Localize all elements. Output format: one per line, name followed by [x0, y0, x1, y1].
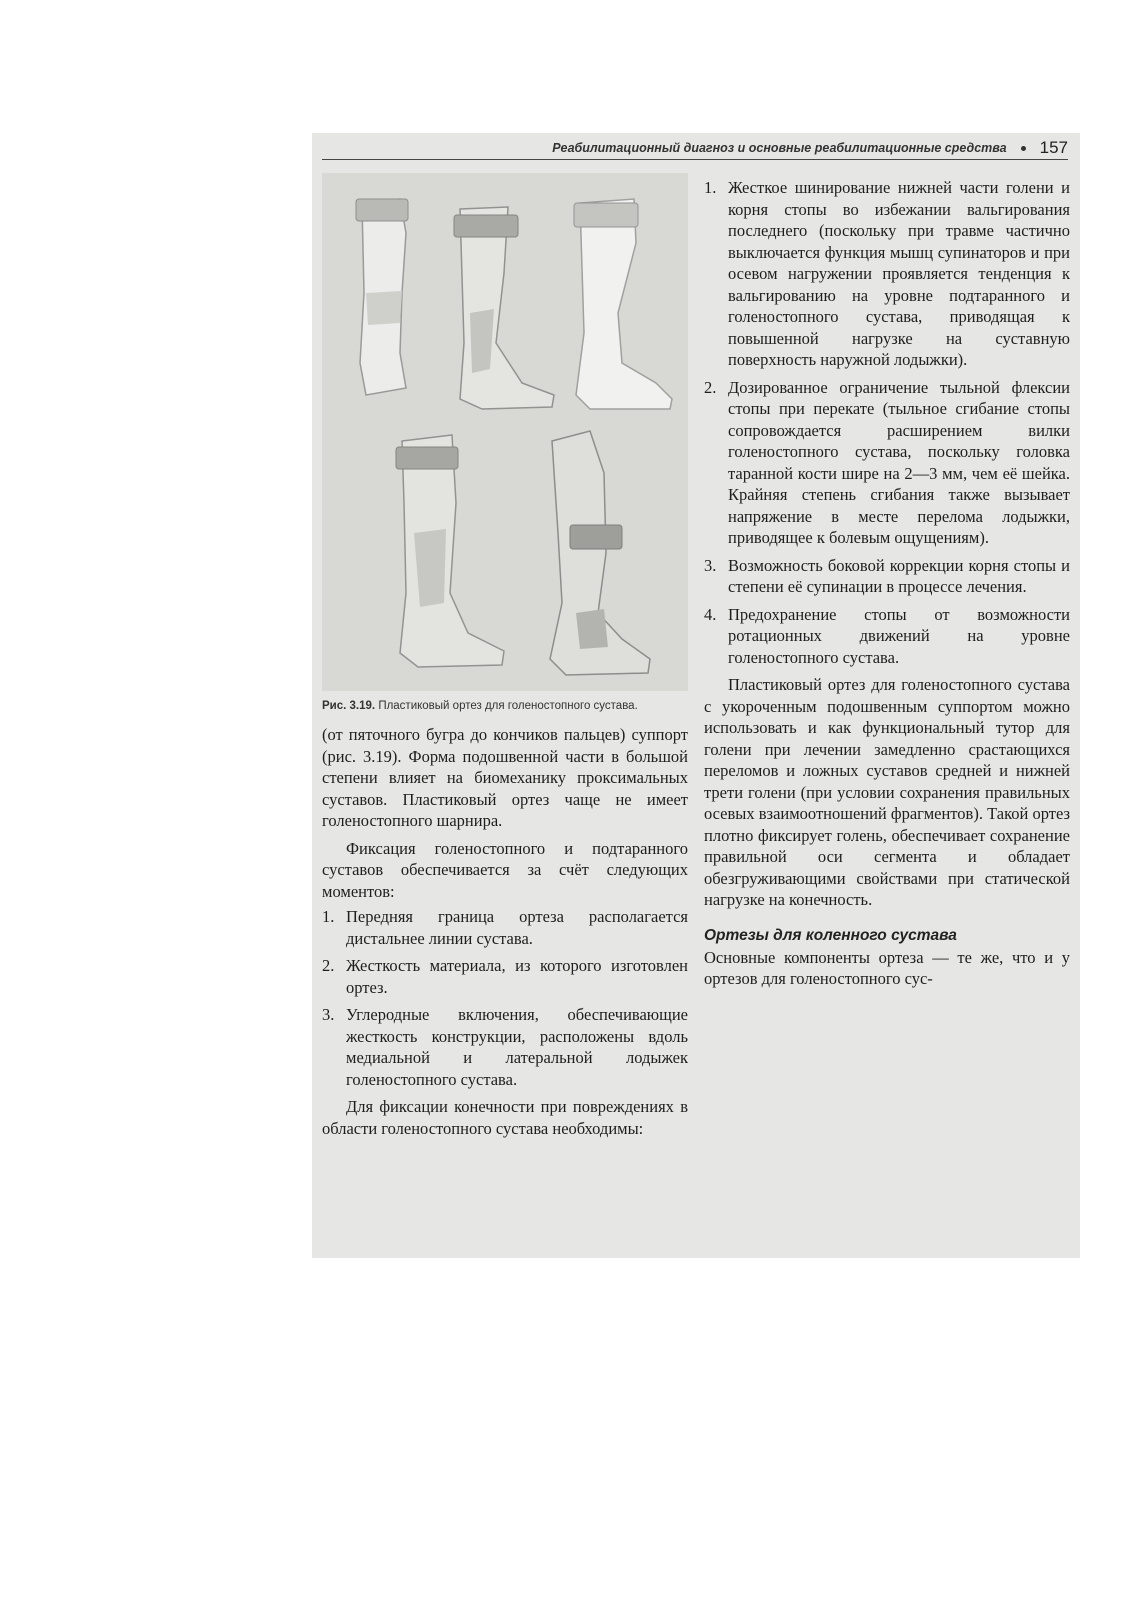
list-text: Передняя граница ортеза располагается дистальнее линии сустава.: [346, 907, 688, 948]
list-number: 3.: [322, 1005, 335, 1024]
fixation-list: [322, 906, 688, 1090]
running-header: [322, 137, 1068, 160]
paragraph-continuation: (от пяточного бугра до кончиков пальцев) суппорт (рис. 3.19). Форма подошвенной части в большой степени влияет на биомеханику проксимальных суставов. Пластиковый ортез чаще не имеет голеностопного шарнира.: [322, 725, 688, 830]
list-item: [322, 1004, 688, 1090]
book-page: [312, 133, 1080, 1258]
list-number: 2.: [322, 956, 335, 975]
figure-label: Рис. 3.19.: [322, 700, 376, 712]
paragraph-fixation-intro: Фиксация голеностопного и подтаранного суставов обеспечивается за счёт следующих моментов:: [322, 838, 688, 901]
page-number: 157: [1039, 138, 1068, 157]
list-number: 4.: [704, 604, 717, 624]
running-title: Реабилитационный диагноз и основные реабилитационные средства: [552, 141, 1007, 155]
list-item: [704, 604, 1070, 669]
paragraph-short-orthosis: Пластиковый ортез для голеностопного сустава с укороченным подошвенным суппортом можно использовать и как функциональный тутор для голени при лечении замедленно срастающихся переломов и ложных суставов средней и нижней трети голени (при условии сохранения правильных осевых взаимоотношений фрагментов). Такой ортез плотно фиксирует голень, обеспечивает сохранение правильной оси сегмента и обладает обезгруживающими свойствами при статической нагрузке на конечность.: [704, 675, 1070, 909]
list-number: 1.: [704, 178, 717, 197]
list-item: [704, 377, 1070, 549]
list-text: Жесткость материала, из которого изготовлен ортез.: [346, 956, 688, 997]
list-text: Возможность боковой коррекции корня стопы и степени её супинации в процессе лечения.: [728, 555, 1070, 596]
right-column: [704, 173, 1070, 990]
requirements-list: [704, 177, 1070, 668]
orthosis-1: [356, 199, 408, 395]
figure-caption: [322, 699, 688, 714]
orthosis-photo: [322, 173, 688, 691]
list-item: [322, 906, 688, 949]
list-number: 1.: [322, 907, 335, 926]
header-bullet: [1021, 146, 1026, 151]
list-number: 2.: [704, 377, 717, 397]
list-text: Углеродные включения, обеспечивающие жесткость конструкции, расположены вдоль медиальной и латеральной лодыжек голеностопного сустава.: [346, 1005, 688, 1089]
list-text: Предохранение стопы от возможности ротационных движений на уровне голеностопного сустава.: [728, 604, 1070, 667]
left-column: [322, 173, 688, 1139]
list-text: Жесткое шинирование нижней части голени и корня стопы во избежании вальгирования последнего (поскольку при травме частично выключается функция мышц супинаторов и при осевом нагружении проявляется тенденция к вальгированию на уровне подтаранного и голеностопного сустава, приводящая к повышенной нагрузке на суставную поверхность наружной лодыжки).: [728, 178, 1070, 369]
list-item: [704, 555, 1070, 598]
list-item: [322, 955, 688, 998]
paragraph-closing: Для фиксации конечности при повреждениях в области голеностопного сустава необходимы:: [322, 1097, 688, 1138]
section-heading: Ортезы для коленного сустава: [704, 926, 957, 944]
list-number: 3.: [704, 555, 717, 575]
figure-caption-text: Пластиковый ортез для голеностопного сустава.: [378, 700, 638, 712]
paragraph-knee-intro: Основные компоненты ортеза — те же, что и у ортезов для голеностопного сус-: [704, 947, 1070, 988]
list-text: Дозированное ограничение тыльной флексии стопы при перекате (тыльное сгибание стопы сопровождается расширением вилки голеностопного сустава, поскольку головка таранной кости шире на 2—3 мм, чем её шейка. Крайняя степень сгибания также вызывает напряжение в месте перелома лодыжки, приводящее к болевым ощущениям).: [728, 377, 1070, 547]
orthosis-illustration: [322, 173, 688, 691]
list-item: [704, 177, 1070, 371]
